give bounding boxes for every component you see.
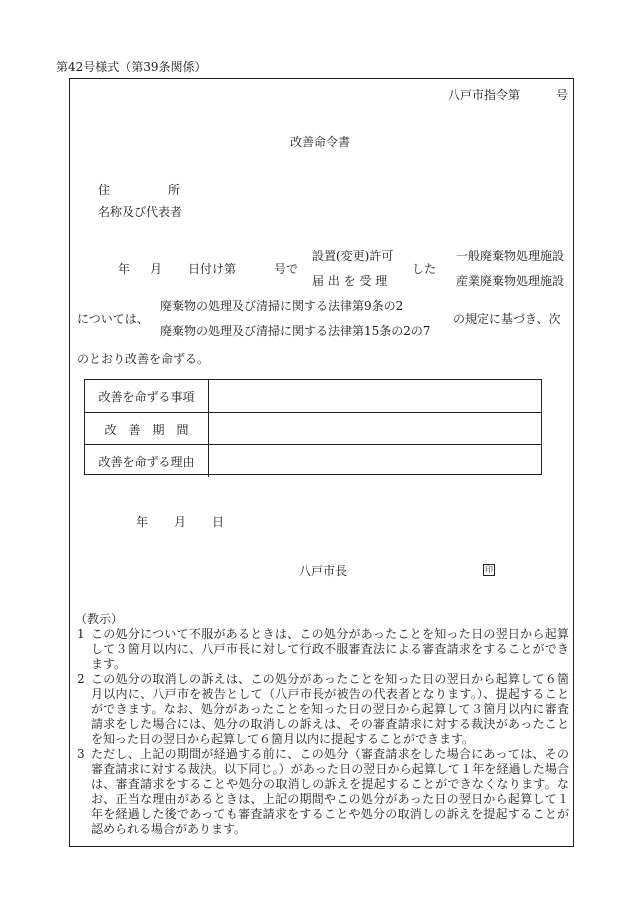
notice-item-number: 1	[77, 627, 85, 641]
mayor-name: 八戸市長	[299, 564, 348, 578]
table-value	[209, 380, 541, 412]
issue-year: 年	[136, 515, 149, 529]
date-month: 月	[150, 262, 163, 276]
notice-item-text: この処分の取消しの訴えは、この処分があったことを知った日の翌日から起算して６箇月以内に、八戸市を被告として（八戸市長が被告の代表者となります。）、提起することができます。なお、処分があったことを知った日の翌日から起算して３箇月以内に審査請求をした場合には、処分の取消しの訴えは、その審査請求に対する裁決があったことを知った日の翌日から起算して６箇月以内に提起することができます。	[91, 672, 569, 746]
law-15-2-7: 廃棄物の処理及び清掃に関する法律第15条の2の7	[160, 324, 431, 338]
law-kitei: の規定に基づき、次	[453, 312, 561, 326]
date-shita: した	[412, 262, 437, 276]
order-sentence: のとおり改善を命ずる。	[77, 352, 210, 366]
notice-item-number: 2	[77, 672, 85, 686]
table-label: 改善を命ずる理由	[85, 445, 209, 477]
table-row	[85, 412, 541, 445]
option-kyoka: 設置(変更)許可	[312, 249, 394, 263]
notice-item-text: ただし、上記の期間が経過する前に、この処分（審査請求をした場合にあっては、その審査請求に対する裁決。以下同じ。）があった日の翌日から起算して１年を経過した場合は、審査請求をすることや処分の取消しの訴えを提起することができなくなります。なお、正当な理由があるときは、上記の期間やこの処分があった日の翌日から起算して１年を経過した後であっても審査請求をすることや処分の取消しの訴えを提起することが認められる場合があります。	[91, 747, 569, 836]
document-title: 改善命令書	[290, 135, 351, 149]
table-row	[85, 380, 541, 412]
address-label-jyu: 住	[98, 183, 111, 197]
table-label: 改 善 期 間	[85, 413, 209, 445]
name-representative-label: 名称及び代表者	[98, 205, 183, 219]
form-number: 第42号様式（第39条関係）	[56, 60, 207, 74]
table-value	[209, 413, 541, 445]
notice-item	[77, 747, 569, 837]
law-9-2: 廃棄物の処理及び清掃に関する法律第9条の2	[160, 299, 404, 313]
notice-item-text: この処分について不服があるときは、この処分があったことを知った日の翌日から起算して３箇月以内に、八戸市長に対して行政不服審査法による審査請求をすることができます。	[91, 627, 569, 671]
facility-sangyo: 産業廃棄物処理施設	[456, 274, 565, 288]
law-nitsuitewa: については、	[77, 312, 149, 326]
notice-item	[77, 627, 569, 672]
notice-item	[77, 672, 569, 747]
date-hizuke: 日付け第	[188, 262, 237, 276]
seal-mark: 印	[485, 565, 493, 574]
table-label: 改善を命ずる事項	[85, 380, 209, 412]
improvement-table	[84, 379, 542, 475]
table-row	[85, 444, 541, 477]
issue-day: 日	[212, 515, 225, 529]
table-value	[209, 445, 541, 477]
date-gode: 号で	[274, 262, 299, 276]
issue-month: 月	[174, 515, 187, 529]
date-year: 年	[118, 262, 131, 276]
notice-section	[77, 612, 569, 837]
document-number: 八戸市指令第 号	[448, 88, 569, 102]
notice-item-number: 3	[77, 747, 85, 761]
facility-ippan: 一般廃棄物処理施設	[456, 249, 565, 263]
address-label-sho: 所	[168, 183, 181, 197]
notice-heading: （教示）	[75, 612, 124, 626]
option-todoke: 届 出 を 受 理	[312, 274, 388, 288]
